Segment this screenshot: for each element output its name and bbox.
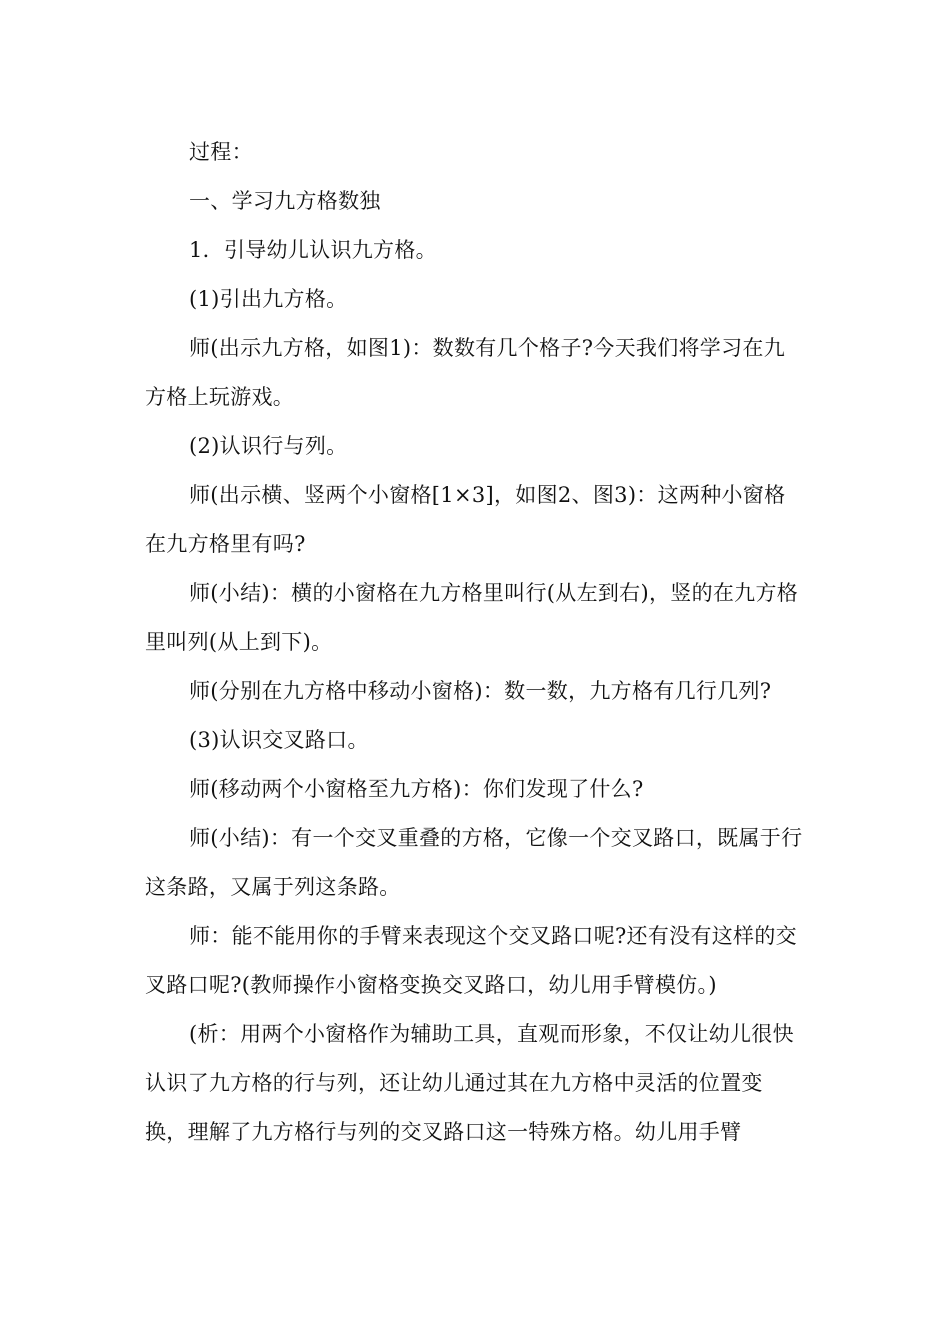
substep-heading-1: (1)引出九方格。 xyxy=(189,287,348,311)
step-heading-1: 1．引导幼儿认识九方格。 xyxy=(189,238,437,262)
paragraph-teacher-show-grid: 师(出示九方格，如图1)：数数有几个格子?今天我们将学习在九方格上玩游戏。 xyxy=(145,336,786,409)
paragraph-analysis: (析：用两个小窗格作为辅助工具，直观而形象，不仅让幼儿很快认识了九方格的行与列，还让幼儿通过其在九方格中灵活的位置变换，理解了九方格行与列的交叉路口这一特殊方格。幼儿用手臂 xyxy=(145,1022,794,1144)
substep-heading-3: (3)认识交叉路口。 xyxy=(189,728,369,752)
document-body xyxy=(145,128,805,1157)
section-heading-sudoku: 一、学习九方格数独 xyxy=(189,189,381,213)
paragraph-teacher-show-windows: 师(出示横、竖两个小窗格[1×3]，如图2、图3)：这两种小窗格在九方格里有吗? xyxy=(145,483,786,556)
paragraph-process: 过程： xyxy=(189,140,253,164)
paragraph-teacher-summary-rows-cols: 师(小结)：横的小窗格在九方格里叫行(从左到右)，竖的在九方格里叫列(从上到下)。 xyxy=(145,581,799,654)
substep-heading-2: (2)认识行与列。 xyxy=(189,434,348,458)
paragraph-teacher-move-two-windows: 师(移动两个小窗格至九方格)：你们发现了什么? xyxy=(189,777,644,801)
paragraph-teacher-arms: 师：能不能用你的手臂来表现这个交叉路口呢?还有没有这样的交叉路口呢?(教师操作小窗格变换交叉路口，幼儿用手臂模仿。) xyxy=(145,924,797,997)
paragraph-teacher-summary-crossing: 师(小结)：有一个交叉重叠的方格，它像一个交叉路口，既属于行这条路，又属于列这条路。 xyxy=(145,826,803,899)
paragraph-teacher-move-windows: 师(分别在九方格中移动小窗格)：数一数，九方格有几行几列? xyxy=(189,679,772,703)
